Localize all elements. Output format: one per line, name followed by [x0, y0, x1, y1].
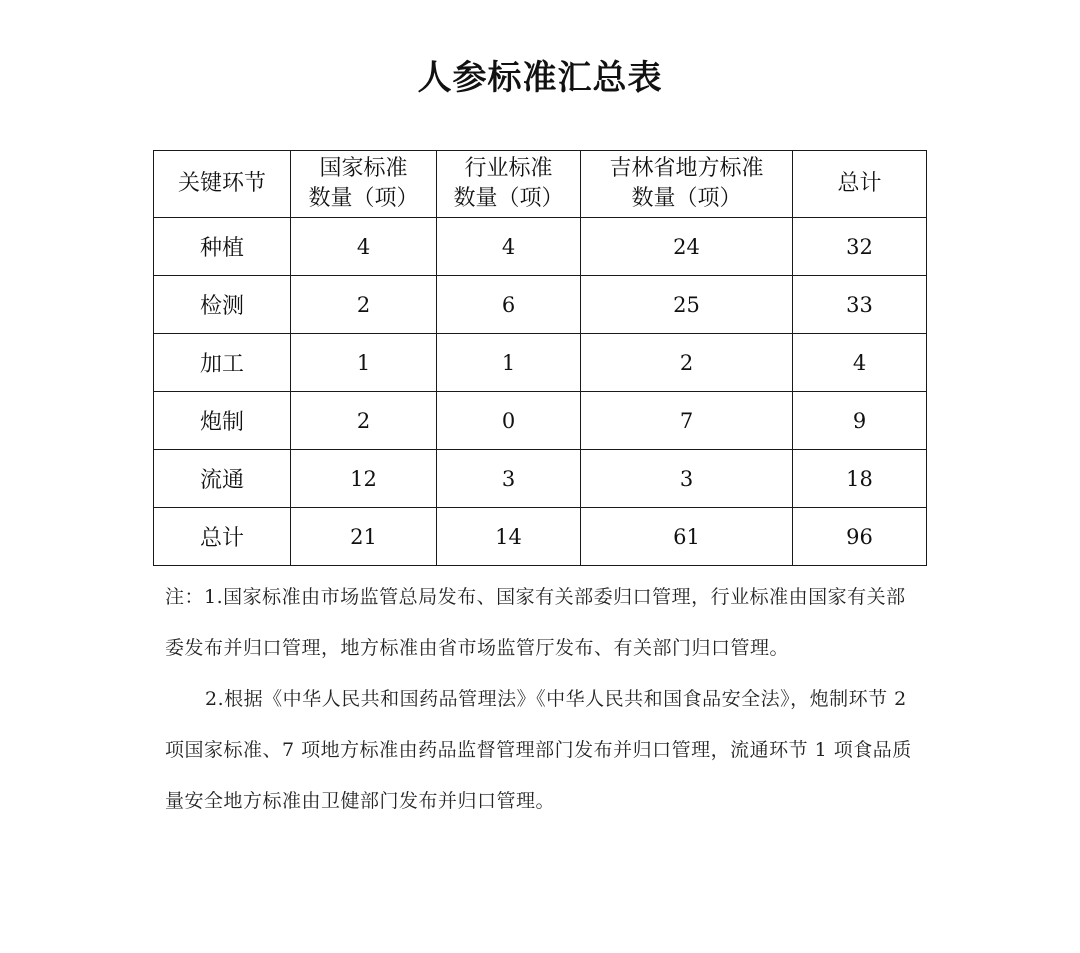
table-cell: 1	[291, 334, 437, 392]
table-cell: 7	[581, 392, 793, 450]
table-row	[154, 218, 927, 276]
row-label: 炮制	[154, 392, 291, 450]
table-row	[154, 392, 927, 450]
table-cell: 96	[793, 508, 927, 566]
table-cell: 4	[291, 218, 437, 276]
table-cell: 33	[793, 276, 927, 334]
row-label: 检测	[154, 276, 291, 334]
footnote-label: 注：	[165, 586, 205, 608]
table-header-row	[154, 151, 927, 218]
row-label: 种植	[154, 218, 291, 276]
column-header-national: 国家标准 数量（项）	[291, 151, 437, 218]
table-cell: 2	[581, 334, 793, 392]
column-header-industry: 行业标准 数量（项）	[437, 151, 581, 218]
column-header-local: 吉林省地方标准 数量（项）	[581, 151, 793, 218]
standards-summary-table	[153, 150, 927, 566]
table-cell: 2	[291, 276, 437, 334]
footnote-2: 2.根据《中华人民共和国药品管理法》《中华人民共和国食品安全法》，炮制环节 2 项国家标准、7 项地方标准由药品监督管理部门发布并归口管理，流通环节 1 项食品质量安全地方标准由卫健部门发布并归口管理。	[165, 688, 912, 812]
table-cell: 21	[291, 508, 437, 566]
row-label: 加工	[154, 334, 291, 392]
table-row-total	[154, 508, 927, 566]
table-cell: 1	[437, 334, 581, 392]
table-cell: 6	[437, 276, 581, 334]
table-cell: 9	[793, 392, 927, 450]
table-cell: 3	[437, 450, 581, 508]
table-cell: 24	[581, 218, 793, 276]
table-row	[154, 276, 927, 334]
table-cell: 61	[581, 508, 793, 566]
table-cell: 2	[291, 392, 437, 450]
footnote-1-text: 1.国家标准由市场监管总局发布、国家有关部委归口管理，行业标准由国家有关部委发布并归口管理，地方标准由省市场监管厅发布、有关部门归口管理。	[165, 586, 906, 659]
row-label: 总计	[154, 508, 291, 566]
footnote-1	[165, 572, 925, 674]
row-label: 流通	[154, 450, 291, 508]
table-cell: 4	[793, 334, 927, 392]
page-title: 人参标准汇总表	[417, 58, 663, 98]
table-cell: 32	[793, 218, 927, 276]
table-cell: 3	[581, 450, 793, 508]
table-cell: 12	[291, 450, 437, 508]
table-cell: 14	[437, 508, 581, 566]
table-cell: 4	[437, 218, 581, 276]
column-header-total: 总计	[793, 151, 927, 218]
table-cell: 0	[437, 392, 581, 450]
table-cell: 25	[581, 276, 793, 334]
table-row	[154, 450, 927, 508]
footnotes	[165, 572, 925, 827]
column-header-stage: 关键环节	[154, 151, 291, 218]
table-row	[154, 334, 927, 392]
table-cell: 18	[793, 450, 927, 508]
